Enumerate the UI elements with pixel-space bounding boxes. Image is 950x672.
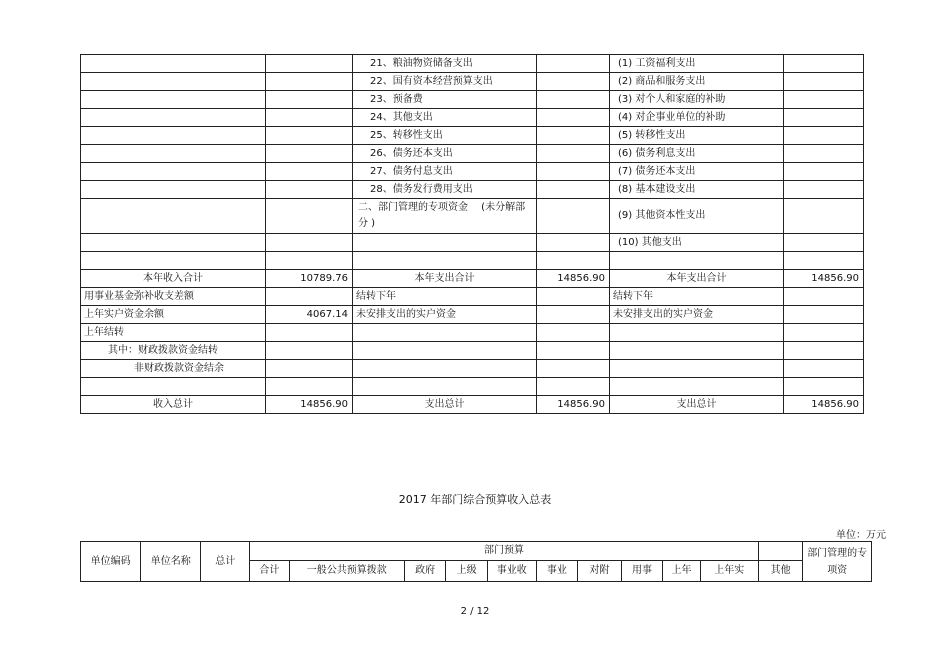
expense-category: (2) 商品和服务支出 xyxy=(610,73,784,91)
row-label: 非财政拨款资金结余 xyxy=(81,360,266,378)
balance-value: 4067.14 xyxy=(266,306,353,324)
expense-total-value: 14856.90 xyxy=(537,270,610,288)
grand-income-value: 14856.90 xyxy=(266,396,353,414)
unit-label: 单位：万元 xyxy=(836,530,886,541)
table-row xyxy=(81,378,864,396)
column-header: 用事 xyxy=(621,561,663,582)
table-row xyxy=(81,342,864,360)
expense-total-label: 本年支出合计 xyxy=(353,270,537,288)
column-header: 其他 xyxy=(758,561,803,582)
column-header: 上年实 xyxy=(700,561,758,582)
expense-category: (9) 其他资本性支出 xyxy=(610,199,784,234)
row-label: 上年结转 xyxy=(81,324,266,342)
expense-category: (1) 工资福利支出 xyxy=(610,55,784,73)
grand-totals-row xyxy=(81,396,864,414)
column-header: 上年 xyxy=(663,561,700,582)
page-number: 2 / 12 xyxy=(460,606,490,617)
expense-item: 22、国有资本经营预算支出 xyxy=(353,73,537,91)
column-header: 对附 xyxy=(578,561,622,582)
income-total-value: 10789.76 xyxy=(266,270,353,288)
row-label: 上年实户资金余额 xyxy=(81,306,266,324)
expense-total-value: 14856.90 xyxy=(784,270,864,288)
row-label: 结转下年 xyxy=(353,288,537,306)
row-label: 结转下年 xyxy=(610,288,784,306)
grand-expense-value: 14856.90 xyxy=(784,396,864,414)
expense-category: (4) 对企事业单位的补助 xyxy=(610,109,784,127)
grand-income-label: 收入总计 xyxy=(81,396,266,414)
table-row xyxy=(81,360,864,378)
expense-category: (5) 转移性支出 xyxy=(610,127,784,145)
column-header-total: 总计 xyxy=(201,542,250,582)
table-row xyxy=(81,234,864,252)
column-header: 一般公共预算拨款 xyxy=(289,561,404,582)
expense-category: (7) 债务还本支出 xyxy=(610,163,784,181)
income-total-label: 本年收入合计 xyxy=(81,270,266,288)
row-label: 其中：财政拨款资金结转 xyxy=(81,342,266,360)
income-overview-table xyxy=(80,541,872,582)
table-row xyxy=(81,181,864,199)
annual-totals-row xyxy=(81,270,864,288)
table-row xyxy=(81,73,864,91)
row-label: 未安排支出的实户资金 xyxy=(353,306,537,324)
expense-item: 28、债务发行费用支出 xyxy=(353,181,537,199)
expense-category: (8) 基本建设支出 xyxy=(610,181,784,199)
expense-item: 21、粮油物资储备支出 xyxy=(353,55,537,73)
special-funds-item: 二、部门管理的专项资金 (未分解部分 ) xyxy=(353,199,537,234)
column-header-special-funds: 部门管理的专项资 xyxy=(803,542,872,582)
table-row xyxy=(81,199,864,234)
column-header: 事业收 xyxy=(487,561,536,582)
expense-item: 27、债务付息支出 xyxy=(353,163,537,181)
table-row xyxy=(81,163,864,181)
column-header-code: 单位编码 xyxy=(81,542,141,582)
grand-expense-label: 支出总计 xyxy=(610,396,784,414)
table-row xyxy=(81,145,864,163)
expense-item: 26、债务还本支出 xyxy=(353,145,537,163)
income-expense-summary-table xyxy=(80,54,864,414)
column-header: 政府 xyxy=(404,561,446,582)
column-header-dept-budget: 部门预算 xyxy=(250,542,759,561)
table-row xyxy=(81,306,864,324)
table-row xyxy=(81,127,864,145)
expense-total-label: 本年支出合计 xyxy=(610,270,784,288)
column-header: 事业 xyxy=(536,561,578,582)
expense-item: 24、其他支出 xyxy=(353,109,537,127)
table-row xyxy=(81,55,864,73)
page-title: 2017 年部门综合预算收入总表 xyxy=(398,493,552,506)
row-label: 未安排支出的实户资金 xyxy=(610,306,784,324)
table-row xyxy=(81,109,864,127)
expense-item: 25、转移性支出 xyxy=(353,127,537,145)
column-header: 上级 xyxy=(446,561,488,582)
table-row xyxy=(81,324,864,342)
grand-expense-value: 14856.90 xyxy=(537,396,610,414)
column-header-name: 单位名称 xyxy=(141,542,201,582)
table-row xyxy=(81,91,864,109)
expense-category: (10) 其他支出 xyxy=(610,234,784,252)
grand-expense-label: 支出总计 xyxy=(353,396,537,414)
table-row xyxy=(81,252,864,270)
table-row xyxy=(81,288,864,306)
expense-item: 23、预备费 xyxy=(353,91,537,109)
expense-category: (3) 对个人和家庭的补助 xyxy=(610,91,784,109)
row-label: 用事业基金弥补收支差额 xyxy=(81,288,266,306)
column-header: 合计 xyxy=(250,561,289,582)
expense-category: (6) 债务利息支出 xyxy=(610,145,784,163)
